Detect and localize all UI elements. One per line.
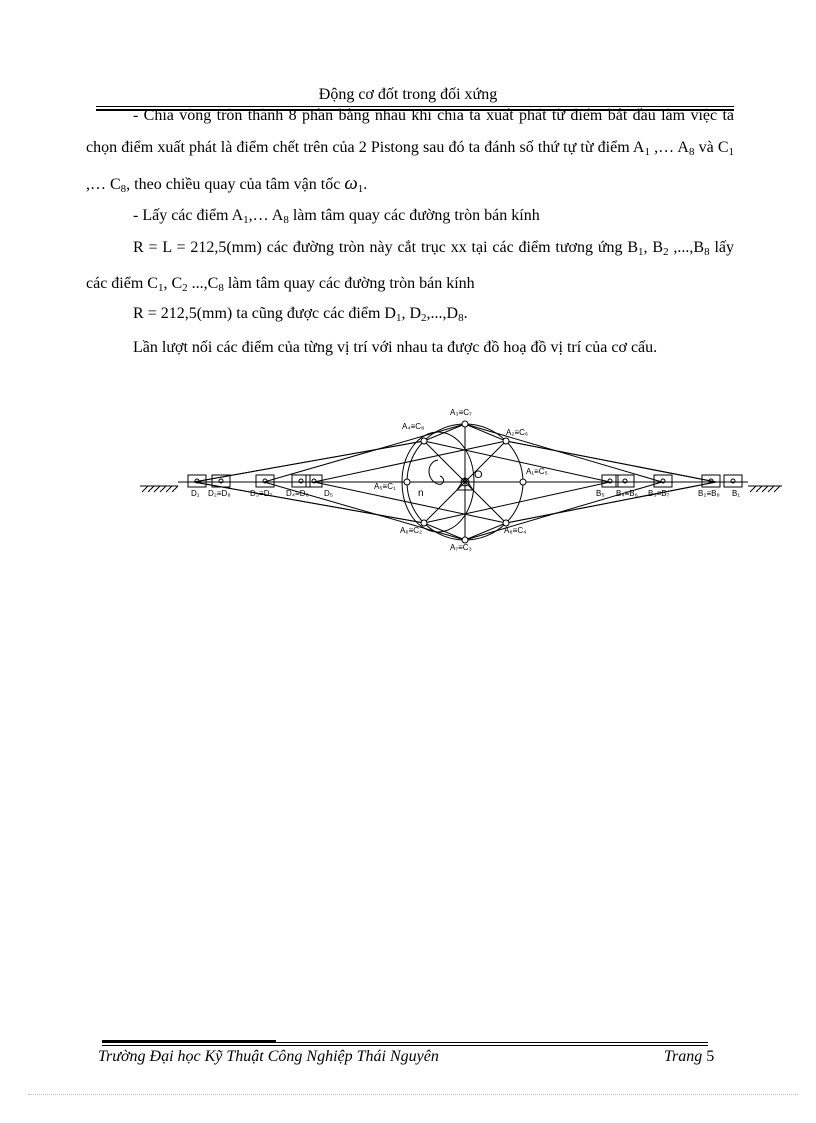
label-b-3: B₃≡B₇ [648, 489, 670, 498]
label-d-4: D₄≡D₆ [286, 489, 309, 498]
footer-page-label: Trang [664, 1048, 703, 1065]
rotation-arrow [429, 460, 444, 484]
slider-blocks-b [602, 475, 742, 487]
omega-symbol: ω [344, 173, 358, 194]
page-bottom-dotted-line [28, 1094, 798, 1095]
paragraph-5: Lần lượt nối các điểm của từng vị trí với nhau ta được đồ hoạ đồ vị trí của cơ cấu. [133, 339, 658, 356]
footer-rule [102, 1042, 708, 1043]
label-right: A₁≡C₅ [526, 467, 548, 476]
ground-hatch-left [140, 486, 178, 492]
paragraph-2: - Lấy các điểm $A_1,\dots$ $A_8$ làm tâm quay các đường tròn bán kính [133, 207, 540, 226]
label-b-1: B₁ [732, 489, 741, 498]
slider-blocks-d [188, 475, 322, 487]
label-top: A₃≡C₇ [450, 408, 472, 417]
label-bottom: A₇≡C₃ [450, 543, 472, 552]
label-d-5: D₅ [324, 489, 333, 498]
label-d-3: D₃≡D₇ [250, 489, 273, 498]
label-upper-right: A₂≡C₆ [506, 428, 529, 437]
paragraph-1: - Chia vòng tròn thành 8 phần bằng nhau khi chia ta xuất phát từ điểm bắt đầu làm việc ta chọn điểm xuất phát là điểm chết trên của 2 Pistong sau đó ta đánh số thứ tự từ điểm $A_1$ ,… $A_8$ và $C_1$ ,… $C_8$, theo chiều quay của tâm vận tốc $\omega_1$. [86, 107, 735, 195]
page-number: 5 [706, 1048, 715, 1065]
label-n: n [418, 488, 424, 499]
label-lower-right: A₈≡C₄ [504, 526, 527, 535]
label-d-1: D₁ [191, 489, 200, 498]
ground-hatch-right [748, 486, 782, 492]
paragraph-3: R = L = 212,5(mm) các đường tròn này cắt trục xx tại các điểm tương ứng $B_1$, $B_2$ $,...,B_8$ lấy các điểm $C_1$, $C_2$ $...,C_8$ làm tâm quay các đường tròn bán kính [86, 239, 735, 294]
footer-page [664, 1048, 714, 1066]
label-b-5: B₅ [596, 489, 605, 498]
label-b-4: B₄≡B₆ [616, 489, 638, 498]
page-header-title: Động cơ đốt trong đối xứng [318, 86, 498, 103]
label-d-2: D₂≡D₈ [208, 489, 231, 498]
footer-rule-lower [102, 1045, 708, 1046]
label-lower-left: A₆≡C₂ [400, 526, 423, 535]
label-center: O [474, 469, 483, 481]
label-upper-left: A₄≡C₈ [402, 422, 425, 431]
label-left: A₅≡C₁ [374, 482, 396, 491]
footer-university: Trường Đại học Kỹ Thuật Công Nghiệp Thái Nguyên [98, 1048, 439, 1065]
paragraph-4: R = 212,5(mm) ta cũng được các điểm $D_1$, $D_2,...,D_8$. [133, 305, 468, 324]
mechanism-position-diagram [138, 404, 786, 554]
envelope-top [194, 424, 716, 482]
label-b-2: B₂≡B₈ [698, 489, 720, 498]
